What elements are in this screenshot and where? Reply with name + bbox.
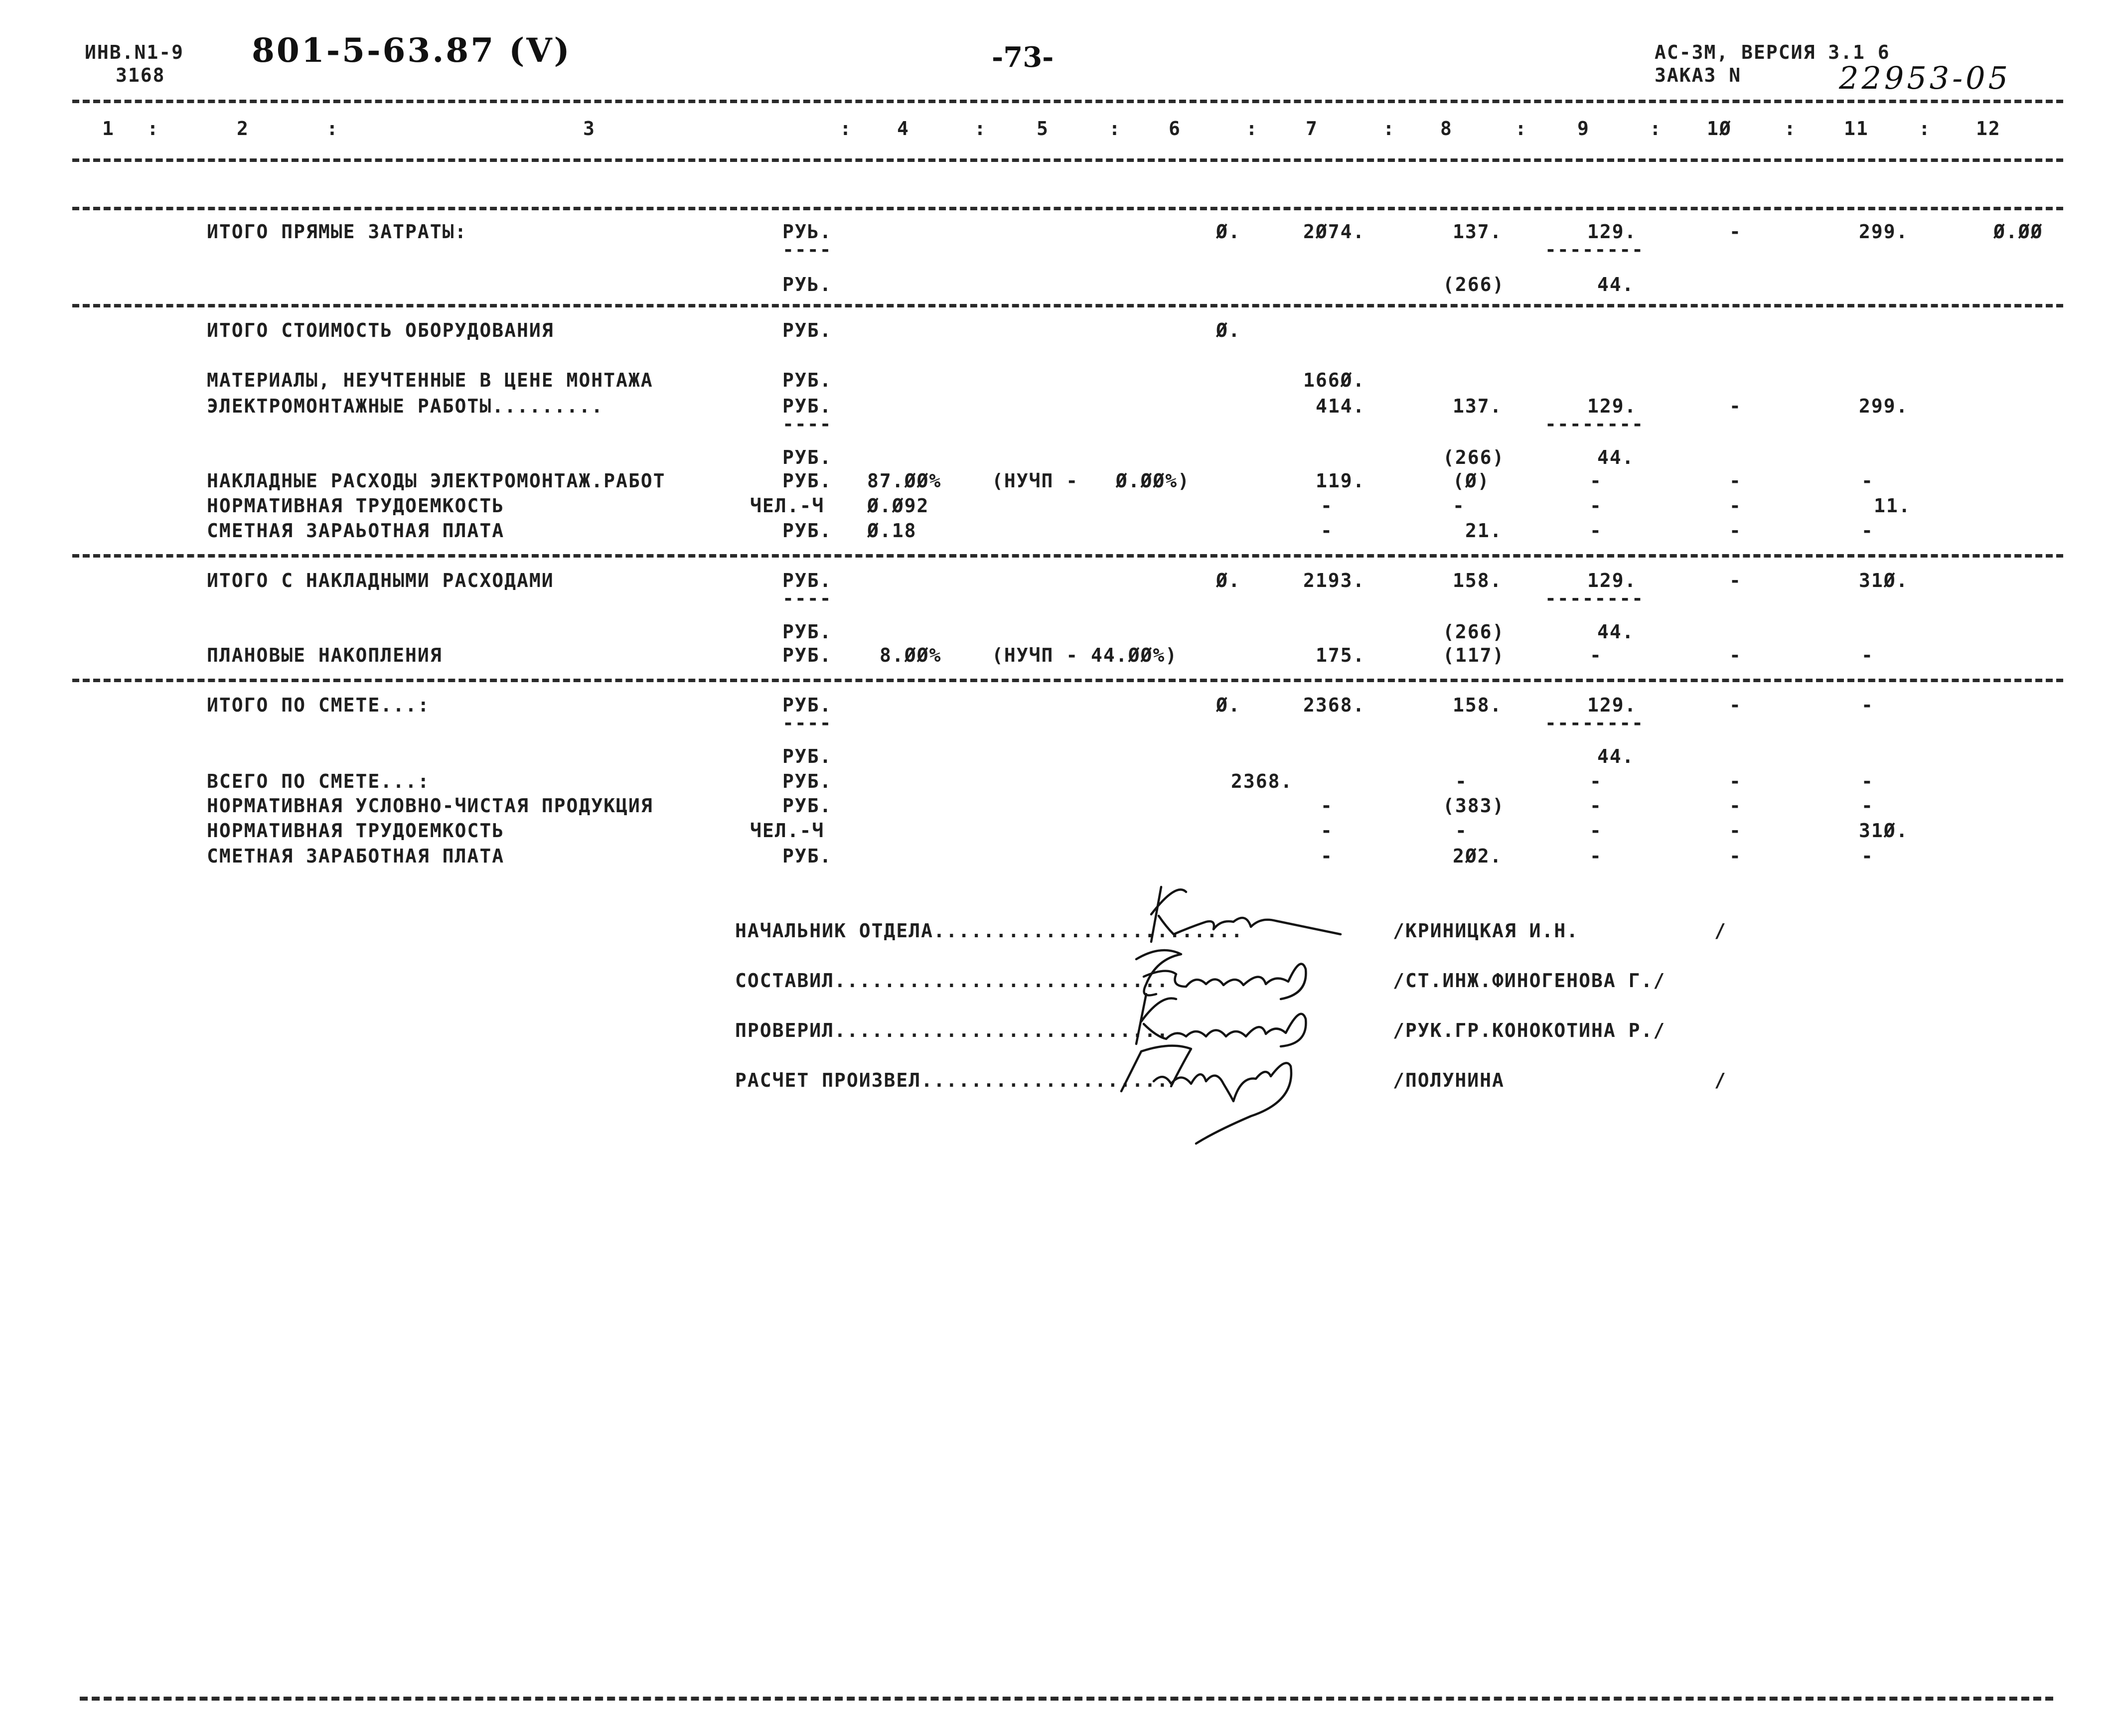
cell-c9-sub: 44. xyxy=(1597,446,1635,468)
cell-c8-sub: (266) xyxy=(1443,274,1505,295)
cell-c10: - xyxy=(1729,644,1742,666)
cell-c6: Ø. xyxy=(1216,221,1241,243)
section-rule xyxy=(72,304,2063,307)
cell-c9: - xyxy=(1590,644,1602,666)
cell-c10: - xyxy=(1729,845,1742,867)
cell-c6: Ø. xyxy=(1216,570,1241,591)
cell-c10: - xyxy=(1729,820,1742,842)
row-sub-unit: РУБ. xyxy=(782,745,832,767)
nuchp-note: (НУЧП - 44.ØØ%) xyxy=(992,644,1178,666)
column-sep: : xyxy=(1784,118,1797,140)
document-code: 801-5-63.87 (V) xyxy=(252,31,572,70)
signer-name: /ПОЛУНИНА xyxy=(1393,1069,1505,1091)
cell-c9-sub: 44. xyxy=(1597,745,1635,767)
value-underline: -------- xyxy=(1545,587,1645,609)
section-rule xyxy=(72,207,2063,210)
header-rule-bottom xyxy=(72,158,2063,162)
cell-c11: - xyxy=(1861,644,1874,666)
cell-c8: (117) xyxy=(1443,644,1505,666)
cell-c6: Ø. xyxy=(1216,319,1241,341)
cell-c9-sub: 44. xyxy=(1597,621,1635,643)
cell-c9: - xyxy=(1590,495,1602,517)
system-version: АС-3М, ВЕРСИЯ 3.1 6 xyxy=(1655,41,1890,63)
signer-name: /РУК.ГР.КОНОКОТИНА Р./ xyxy=(1393,1019,1666,1041)
cell-c7: - xyxy=(1321,795,1333,817)
signer-role: НАЧАЛЬНИК ОТДЕЛА......................... xyxy=(735,920,1243,942)
cell-c4: 8.ØØ% xyxy=(880,644,942,666)
cell-c8: 137. xyxy=(1453,221,1503,243)
cell-c8: - xyxy=(1455,770,1468,792)
column-sep: : xyxy=(147,118,159,140)
cell-c7: 2368. xyxy=(1231,770,1293,792)
cell-c8-sub: (266) xyxy=(1443,446,1505,468)
cell-c11: - xyxy=(1861,770,1874,792)
row-label: ИТОГО ПО СМЕТЕ...: xyxy=(207,694,430,716)
cell-c12: Ø.ØØ xyxy=(1993,221,2043,243)
order-number: 22953-05 xyxy=(1839,60,2011,96)
cell-c11: - xyxy=(1861,845,1874,867)
column-sep: : xyxy=(326,118,339,140)
cell-c9: 129. xyxy=(1587,395,1637,417)
cell-c9: - xyxy=(1590,520,1602,542)
cell-c9: - xyxy=(1590,470,1602,492)
row-label: ЭЛЕКТРОМОНТАЖНЫЕ РАБОТЫ......... xyxy=(207,395,604,417)
header-rule-top xyxy=(72,100,2063,103)
row-unit: РУБ. xyxy=(782,694,832,716)
order-label: ЗАКАЗ N xyxy=(1655,64,1742,86)
unit-underline: ---- xyxy=(782,239,832,261)
cell-c10: - xyxy=(1729,470,1742,492)
cell-c7: 119. xyxy=(1316,470,1365,492)
cell-c10: - xyxy=(1729,795,1742,817)
signer-name: /СТ.ИНЖ.ФИНОГЕНОВА Г./ xyxy=(1393,970,1666,992)
cell-c11: - xyxy=(1861,694,1874,716)
row-unit: РУБ. xyxy=(782,520,832,542)
cell-c9: - xyxy=(1590,770,1602,792)
row-label: НОРМАТИВНАЯ ТРУДОЕМКОСТЬ xyxy=(207,820,505,842)
cell-c8-sub: (266) xyxy=(1443,621,1505,643)
value-underline: -------- xyxy=(1545,712,1645,734)
cell-c10: - xyxy=(1729,570,1742,591)
section-rule xyxy=(72,679,2063,682)
cell-c8: 21. xyxy=(1465,520,1503,542)
value-underline: -------- xyxy=(1545,239,1645,261)
cell-c9: - xyxy=(1590,795,1602,817)
cell-c7: - xyxy=(1321,495,1333,517)
cell-c9: 129. xyxy=(1587,570,1637,591)
cell-c11: - xyxy=(1861,795,1874,817)
row-label: СМЕТНАЯ ЗАРАБОТНАЯ ПЛАТА xyxy=(207,845,505,867)
unit-underline: ---- xyxy=(782,587,832,609)
cell-c11: 299. xyxy=(1859,221,1909,243)
inventory-number: 3168 xyxy=(116,64,165,86)
column-2: 2 xyxy=(237,118,249,140)
cell-c11: - xyxy=(1861,520,1874,542)
line-end-slash: / xyxy=(1714,920,1727,942)
column-sep: : xyxy=(1246,118,1258,140)
line-end-slash: / xyxy=(1714,1069,1727,1091)
column-10: 1Ø xyxy=(1707,118,1732,140)
cell-c7: 2Ø74. xyxy=(1303,221,1365,243)
row-label: НОРМАТИВНАЯ УСЛОВНО-ЧИСТАЯ ПРОДУКЦИЯ xyxy=(207,795,653,817)
cell-c7: - xyxy=(1321,820,1333,842)
cell-c8: (Ø) xyxy=(1453,470,1490,492)
column-1: 1 xyxy=(102,118,115,140)
cell-c8: - xyxy=(1453,495,1465,517)
column-12: 12 xyxy=(1976,118,2001,140)
column-sep: : xyxy=(974,118,987,140)
cell-c11: 31Ø. xyxy=(1859,570,1909,591)
cell-c11: 11. xyxy=(1874,495,1911,517)
column-11: 11 xyxy=(1844,118,1869,140)
cell-c11: 299. xyxy=(1859,395,1909,417)
cell-c9-sub: 44. xyxy=(1597,274,1635,295)
unit-underline: ---- xyxy=(782,712,832,734)
signer-role: ПРОВЕРИЛ........................... xyxy=(735,1019,1169,1041)
row-label: СМЕТНАЯ ЗАРАЬОТНАЯ ПЛАТА xyxy=(207,520,505,542)
row-unit: РУБ. xyxy=(782,644,832,666)
inventory-label: ИНВ.N1-9 xyxy=(85,41,184,63)
row-label: ИТОГО СТОИМОСТЬ ОБОРУДОВАНИЯ xyxy=(207,319,554,341)
page-number: -73- xyxy=(992,41,1054,74)
row-unit: РУЬ. xyxy=(782,221,832,243)
cell-c10: - xyxy=(1729,221,1742,243)
cell-c4: 87.ØØ% xyxy=(867,470,942,492)
column-8: 8 xyxy=(1440,118,1453,140)
cell-c4: Ø.Ø92 xyxy=(867,495,929,517)
row-sub-unit: РУЬ. xyxy=(782,274,832,295)
column-4: 4 xyxy=(897,118,909,140)
cell-c7: 166Ø. xyxy=(1303,369,1365,391)
row-label: ИТОГО С НАКЛАДНЫМИ РАСХОДАМИ xyxy=(207,570,554,591)
column-9: 9 xyxy=(1577,118,1590,140)
cell-c9: - xyxy=(1590,820,1602,842)
row-label: ИТОГО ПРЯМЫЕ ЗАТРАТЫ: xyxy=(207,221,467,243)
cell-c4: Ø.18 xyxy=(867,520,917,542)
column-6: 6 xyxy=(1169,118,1181,140)
row-label: НАКЛАДНЫЕ РАСХОДЫ ЭЛЕКТРОМОНТАЖ.РАБОТ xyxy=(207,470,666,492)
row-unit: РУБ. xyxy=(782,795,832,817)
value-underline: -------- xyxy=(1545,413,1645,435)
signer-name: /КРИНИЦКАЯ И.Н. xyxy=(1393,920,1579,942)
cell-c10: - xyxy=(1729,395,1742,417)
cell-c8: (383) xyxy=(1443,795,1505,817)
signer-role: СОСТАВИЛ........................... xyxy=(735,970,1169,992)
unit-underline: ---- xyxy=(782,413,832,435)
cell-c10: - xyxy=(1729,495,1742,517)
column-sep: : xyxy=(1515,118,1527,140)
column-3: 3 xyxy=(583,118,596,140)
signer-role: РАСЧЕТ ПРОИЗВЕЛ.................... xyxy=(735,1069,1169,1091)
cell-c9: 129. xyxy=(1587,221,1637,243)
row-unit: РУБ. xyxy=(782,470,832,492)
row-unit: РУБ. xyxy=(782,845,832,867)
cell-c8: - xyxy=(1455,820,1468,842)
column-sep: : xyxy=(1109,118,1121,140)
row-unit: РУБ. xyxy=(782,770,832,792)
handwritten-signature xyxy=(1106,1036,1326,1151)
row-unit: ЧЕЛ.-Ч xyxy=(750,495,825,517)
column-5: 5 xyxy=(1037,118,1049,140)
cell-c7: - xyxy=(1321,520,1333,542)
cell-c8: 158. xyxy=(1453,694,1503,716)
cell-c7: 2193. xyxy=(1303,570,1365,591)
row-unit: ЧЕЛ.-Ч xyxy=(750,820,825,842)
cell-c8: 2Ø2. xyxy=(1453,845,1503,867)
column-sep: : xyxy=(1650,118,1662,140)
row-label: НОРМАТИВНАЯ ТРУДОЕМКОСТЬ xyxy=(207,495,505,517)
row-unit: РУБ. xyxy=(782,395,832,417)
cell-c7: 175. xyxy=(1316,644,1365,666)
cell-c7: 2368. xyxy=(1303,694,1365,716)
cell-c11: 31Ø. xyxy=(1859,820,1909,842)
row-unit: РУБ. xyxy=(782,319,832,341)
column-7: 7 xyxy=(1306,118,1318,140)
row-sub-unit: РУБ. xyxy=(782,446,832,468)
cell-c11: - xyxy=(1861,470,1874,492)
cell-c7: - xyxy=(1321,845,1333,867)
cell-c10: - xyxy=(1729,770,1742,792)
column-sep: : xyxy=(1383,118,1395,140)
cell-c10: - xyxy=(1729,520,1742,542)
nuchp-note: (НУЧП - Ø.ØØ%) xyxy=(992,470,1191,492)
column-sep: : xyxy=(840,118,852,140)
row-label: МАТЕРИАЛЫ, НЕУЧТЕННЫЕ В ЦЕНЕ МОНТАЖА xyxy=(207,369,653,391)
row-sub-unit: РУБ. xyxy=(782,621,832,643)
cell-c10: - xyxy=(1729,694,1742,716)
cell-c8: 158. xyxy=(1453,570,1503,591)
row-label: ВСЕГО ПО СМЕТЕ...: xyxy=(207,770,430,792)
row-unit: РУБ. xyxy=(782,369,832,391)
column-sep: : xyxy=(1919,118,1931,140)
cell-c9: - xyxy=(1590,845,1602,867)
row-unit: РУБ. xyxy=(782,570,832,591)
cell-c8: 137. xyxy=(1453,395,1503,417)
row-label: ПЛАНОВЫЕ НАКОПЛЕНИЯ xyxy=(207,644,443,666)
cell-c9: 129. xyxy=(1587,694,1637,716)
cell-c6: Ø. xyxy=(1216,694,1241,716)
section-rule xyxy=(72,554,2063,558)
cell-c7: 414. xyxy=(1316,395,1365,417)
page-footer-rule xyxy=(80,1697,2053,1701)
